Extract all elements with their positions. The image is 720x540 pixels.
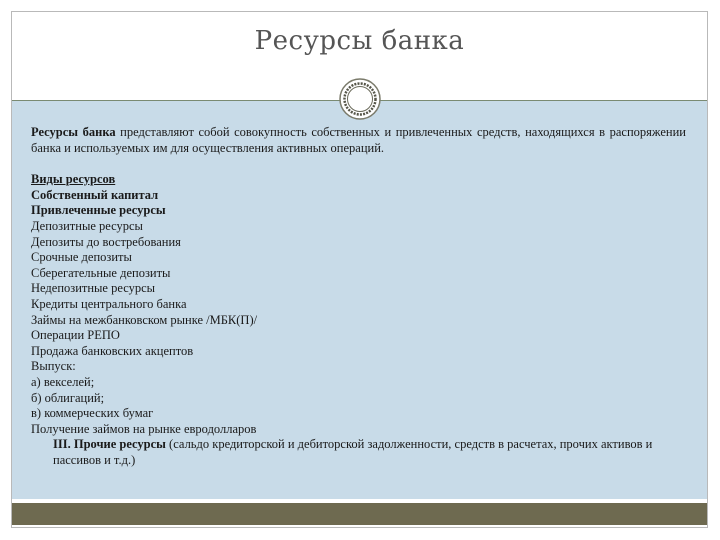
resource-list [31,172,686,468]
list-item: а) векселей; [31,374,95,389]
intro-paragraph [31,125,686,156]
own-capital-item: Собственный капитал [31,187,159,202]
list-item: Депозиты до востребования [31,234,181,249]
resource-types-heading: Виды ресурсов [31,172,116,187]
slide-body [31,125,686,468]
other-resources-description: (сальдо кредиторской и дебиторской задолженности, средств в расчетах, прочих активов и пассивов и т.д.) [53,437,653,467]
list-item: Получение займов на рынке евродолларов [31,421,257,436]
intro-definition: представляют собой совокупность собственных и привлеченных средств, находящихся в распоряжении банка и используемых им для осуществления активных операций. [31,125,686,155]
list-item: Недепозитные ресурсы [31,281,156,296]
list-item: Выпуск: [31,359,76,374]
list-item: Операции РЕПО [31,328,120,343]
list-item: Займы на межбанковском рынке /МБК(П)/ [31,312,258,327]
other-resources-item [31,437,686,468]
list-item: Сберегательные депозиты [31,265,171,280]
list-item: Кредиты центрального банка [31,296,187,311]
intro-term: Ресурсы банка [31,125,116,139]
slide-title: Ресурсы банка [254,26,465,56]
list-item: Продажа банковских акцептов [31,343,194,358]
other-resources-term: III. Прочие ресурсы [53,437,166,452]
list-item: Депозитные ресурсы [31,218,143,233]
list-item: Срочные депозиты [31,250,132,265]
list-item: в) коммерческих бумаг [31,406,154,421]
list-item: б) облигаций; [31,390,105,405]
ring-emblem-icon [338,77,382,121]
bottom-bar [12,503,707,525]
borrowed-resources-item: Привлеченные ресурсы [31,203,166,218]
